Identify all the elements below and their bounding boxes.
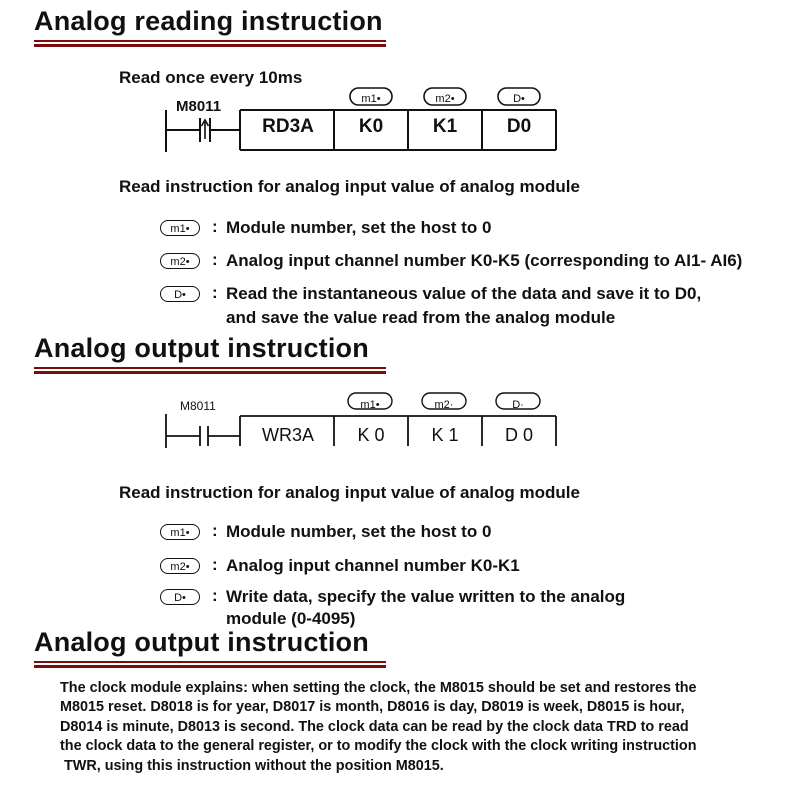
section2-title: Analog output instruction [34, 333, 369, 363]
section2-description: Read instruction for analog input value of analog module [119, 483, 580, 502]
d-tag: D• [160, 286, 200, 302]
section3-title: Analog output instruction [34, 627, 369, 657]
section1-op-label-2: m2• [435, 93, 455, 105]
section2-operand-3: D 0 [504, 425, 533, 445]
legend-text: Module number, set the host to 0 [226, 218, 492, 237]
clock-module-paragraph [60, 679, 780, 776]
section2-operand-1: K 0 [357, 425, 385, 445]
m1-tag: m1• [160, 220, 200, 236]
section1-operand-1: K0 [358, 116, 384, 137]
paragraph-line: D8014 is minute, D8013 is second. The clock data can be read by the clock data TRD to read [60, 718, 689, 735]
section3-title-underline [34, 661, 386, 668]
section1-operand-3: D0 [506, 116, 532, 137]
d-tag: D• [160, 589, 200, 605]
section2-op-label-2: m2· [434, 399, 454, 411]
legend-text-continued: module (0-4095) [226, 609, 356, 628]
paragraph-line: M8015 reset. D8018 is for year, D8017 is month, D8016 is day, D8019 is week, D8015 is hour, [60, 699, 685, 716]
section1-title: Analog reading instruction [34, 6, 383, 36]
m1-tag: m1• [160, 524, 200, 540]
section1-description: Read instruction for analog input value of analog module [119, 177, 580, 196]
section2-op-label-3: D· [512, 399, 524, 411]
paragraph-line: TWR, using this instruction without the position M8015. [60, 757, 444, 774]
legend-text: Module number, set the host to 0 [226, 522, 492, 541]
paragraph-line: The clock module explains: when setting the clock, the M8015 should be set and restores the [60, 680, 697, 696]
m2-tag: m2• [160, 253, 200, 269]
section2-contact-label: M8011 [180, 399, 216, 413]
section1-op-label-3: D• [513, 93, 525, 105]
legend-text: Write data, specify the value written to the analog [226, 587, 626, 606]
section1-contact-label: M8011 [176, 98, 222, 115]
legend-text-continued: and save the value read from the analog module [226, 308, 616, 327]
m2-tag: m2• [160, 558, 200, 574]
section1-operand-2: K1 [432, 116, 458, 137]
section2-operand-2: K 1 [431, 425, 459, 445]
section2-op-label-1: m1• [360, 399, 380, 411]
section1-op-label-1: m1• [361, 93, 381, 105]
legend-text: Read the instantaneous value of the data and save it to D0, [226, 284, 702, 303]
section1-scan-note: Read once every 10ms [119, 68, 303, 87]
section1-instruction: RD3A [262, 116, 314, 137]
section2-title-underline [34, 367, 386, 374]
section1-title-underline [34, 40, 386, 47]
legend-text: Analog input channel number K0-K1 [226, 556, 520, 575]
paragraph-line: the clock data to the general register, or to modify the clock with the clock writing instruction [60, 738, 697, 755]
section2-instruction: WR3A [261, 425, 314, 445]
legend-text: Analog input channel number K0-K5 (corresponding to AI1- AI6) [226, 251, 743, 270]
